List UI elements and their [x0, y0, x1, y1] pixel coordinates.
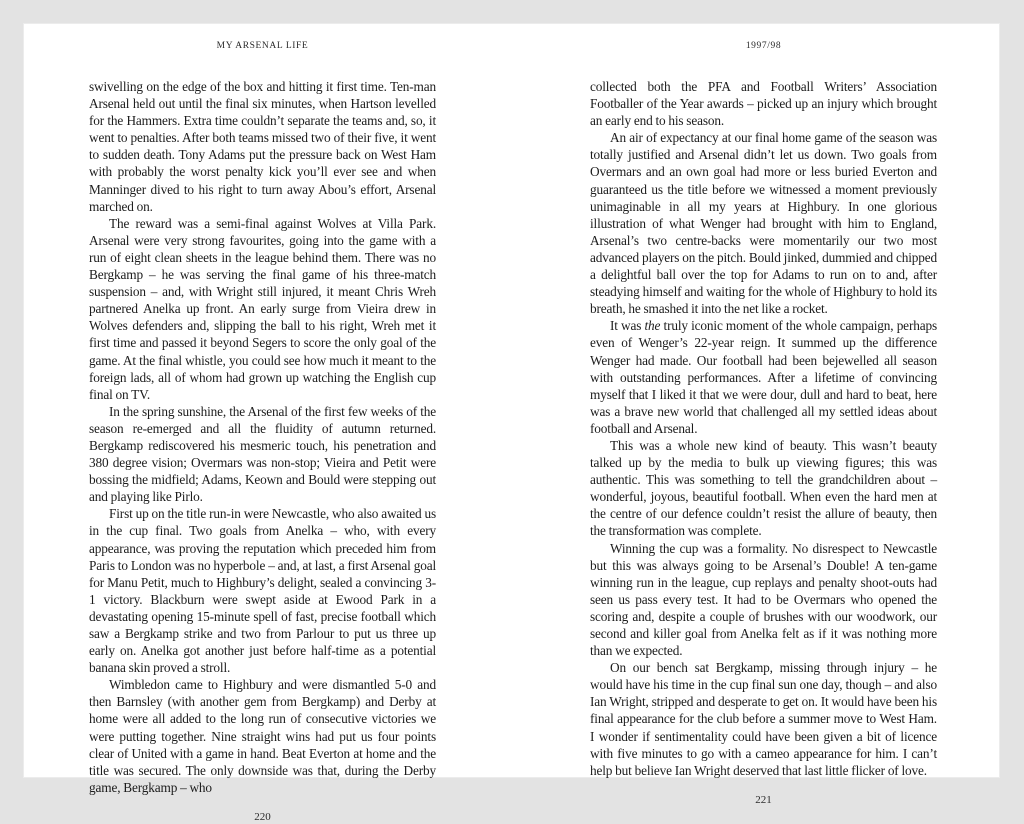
paragraph: swivelling on the edge of the box and hitting it first time. Ten-man Arsenal held out until the final six minutes, when Hartson levelled for the Hammers. Extra time couldn’t separate the teams and, so, it went to penalties. After both teams missed two of their five, it went to sudden death. Tony Adams put the pressure back on West Ham with probably the worst penalty kick you’ll ever see and when Manninger dived to his right to turn away Abou’s effort, Arsenal marched on.: [89, 79, 436, 214]
paragraph: Winning the cup was a formality. No disrespect to Newcastle but this was always going to be Arsenal’s Double! A ten-game winning run in the league, cup replays and penalty shoot-outs had seen us pass every test. It had to be Overmars who opened the scoring and, despite a couple of brushes with our woodwork, our second and killer goal from Anelka felt as if it was nothing more than we expected.: [590, 540, 937, 659]
paragraph-text: truly iconic moment of the whole campaign, perhaps even of Wenger’s 22-year reign. It summed up the difference Wenger had made. Our football had been bejewelled all season with outstanding performances. After a lifetime of convincing myself that I liked it that we were dour, dull and hard to beat, here was a brave new world that challenged all my settled ideas about football and Arsenal.: [590, 318, 937, 436]
paragraph-text: It was: [610, 318, 645, 334]
right-page-body: [590, 78, 937, 779]
paragraph: In the spring sunshine, the Arsenal of the first few weeks of the season re-emerged and all the fluidity of autumn returned. Bergkamp rediscovered his mesmeric touch, his penetration and 380 degree vision; Overmars was non-stop; Vieira and Petit were bossing the midfield; Adams, Keown and Bould were stepping out and playing like Pirlo.: [89, 403, 436, 505]
left-page: [89, 24, 436, 823]
paragraph: collected both the PFA and Football Writers’ Association Footballer of the Year awards – picked up an injury which brought an early end to his season.: [590, 79, 937, 129]
right-page: [590, 24, 937, 806]
page-number-left: 220: [254, 810, 271, 823]
running-head-left: MY ARSENAL LIFE: [216, 41, 309, 51]
page-number-right: 221: [755, 793, 772, 806]
paragraph: This was a whole new kind of beauty. This wasn’t beauty talked up by the media to bulk up viewing figures; this was authentic. This was something to tell the grandchildren about – wonderful, joyous, beautiful football. When even the hard men at the centre of our defence couldn’t resist the allure of beauty, then the transformation was complete.: [590, 437, 937, 539]
paragraph: The reward was a semi-final against Wolves at Villa Park. Arsenal were very strong favourites, going into the game with a run of eight clean sheets in the league behind them. There was no Bergkamp – he was serving the final game of his three-match suspension – and, with Wright still injured, it meant Chris Wreh partnered Anelka up front. An early surge from Vieira drew in Wolves defenders and, slipping the ball to his right, Wreh met it first time and passed it beyond Segers to score the only goal of the game. At the final whistle, you could see how much it meant to the foreign lads, all of whom had grown up watching the English cup final on TV.: [89, 215, 436, 402]
running-head-right: 1997/98: [745, 41, 782, 51]
emphasized-word: the: [644, 318, 661, 334]
book-spread: [24, 24, 999, 823]
left-page-body: [89, 78, 436, 796]
paragraph: [590, 317, 937, 437]
paragraph: An air of expectancy at our final home game of the season was totally justified and Arsenal didn’t let us down. Two goals from Overmars and an own goal had more or less buried Everton and guaranteed us the title before we witnessed a moment previously unimaginable in all my years at Highbury. In one glorious illustration of what Wenger had brought with him to England, Arsenal’s two centre-backs were momentarily our two most advanced players on the pitch. Bould jinked, dummied and chipped a delightful ball over the top for Adams to run on to and, after steadying himself and waiting for the whole of Highbury to hold its breath, he smashed it into the net like a rocket.: [590, 130, 937, 317]
paragraph: On our bench sat Bergkamp, missing through injury – he would have his time in the cup final sun one day, though – and also Ian Wright, stripped and desperate to get on. It would have been his final appearance for the club before a summer move to West Ham. I wonder if sentimentality could have been given a bit of licence with five minutes to go with a cameo appearance for him. I can’t help but believe Ian Wright deserved that last little flicker of love.: [590, 660, 937, 778]
paragraph: First up on the title run-in were Newcastle, who also awaited us in the cup final. Two goals from Anelka – who, with every appearance, was proving the reputation which preceded him from Paris to London was no hyperbole – and, at last, a first Arsenal goal for Manu Petit, much to Highbury’s delight, sealed a convincing 3-1 victory. Blackburn were swept aside at Ewood Park in a devastating opening 15-minute spell of fast, precise football which saw a Bergkamp strike and two from Parlour to put us three up early on. Anelka got another just before half-time as a potential banana skin proved a stroll.: [89, 506, 436, 676]
paragraph: Wimbledon came to Highbury and were dismantled 5-0 and then Barnsley (with another gem from Bergkamp) and Derby at home were all added to the long run of consecutive victories we were putting together. Nine straight wins had put us four points clear of United with a game in hand. Beat Everton at home and the title was secured. The only downside was that, during the Derby game, Bergkamp – who: [89, 677, 436, 795]
